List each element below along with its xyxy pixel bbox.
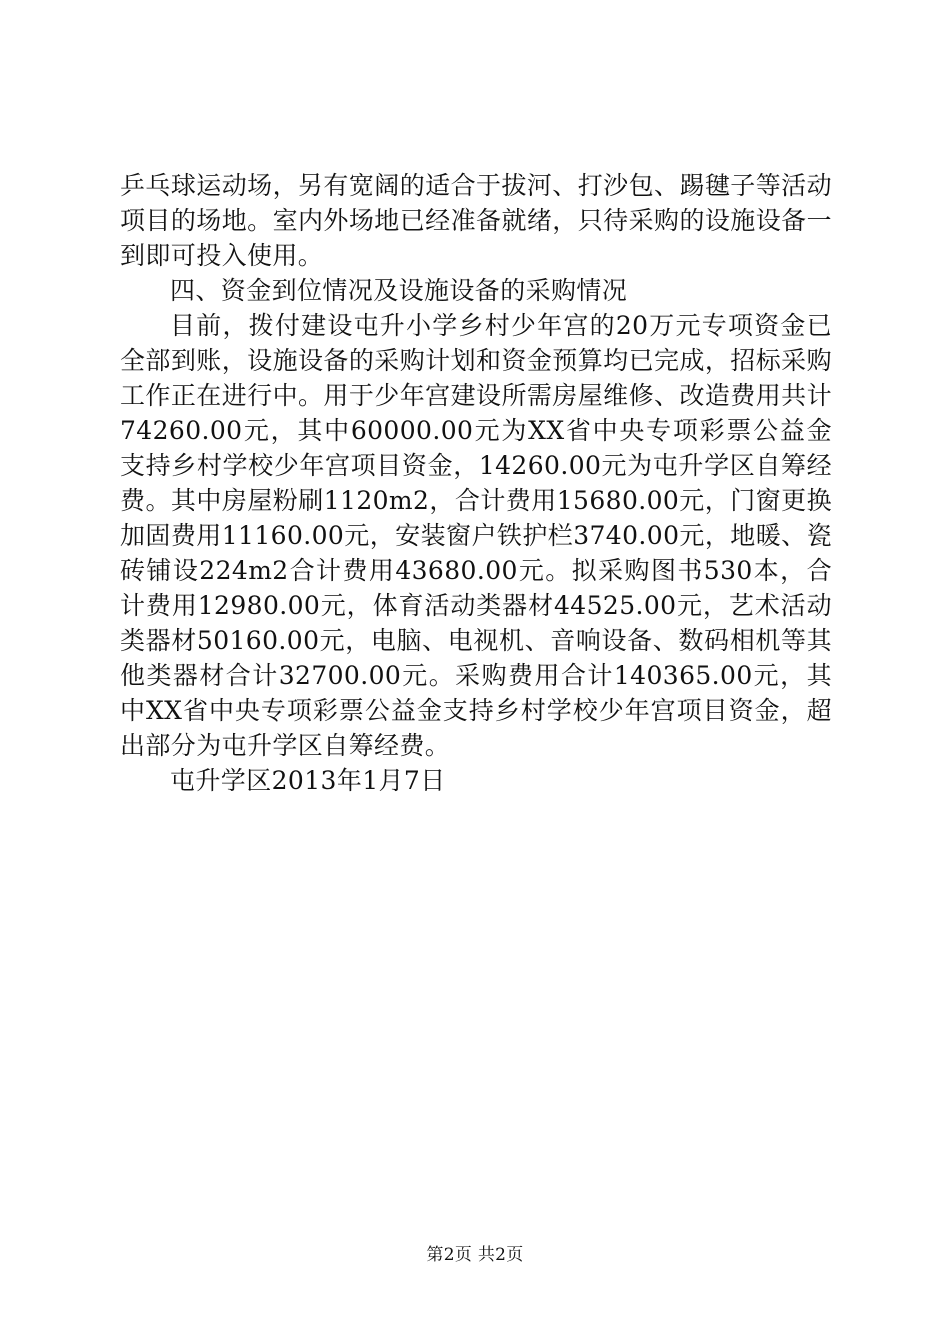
paragraph-continued-facilities: 乒乓球运动场，另有宽阔的适合于拔河、打沙包、踢毽子等活动项目的场地。室内外场地已经准备就绪，只待采购的设施设备一到即可投入使用。 — [120, 171, 832, 270]
page-number-footer: 第2页 共2页 — [426, 1245, 524, 1265]
signature-date-line: 屯升学区2013年1月7日 — [170, 766, 446, 795]
paragraph-funding-details: 目前，拨付建设屯升小学乡村少年宫的20万元专项资金已全部到账，设施设备的采购计划和资金预算均已完成，招标采购工作正在进行中。用于少年宫建设所需房屋维修、改造费用共计74260.00元，其中60000.00元为XX省中央专项彩票公益金支持乡村学校少年宫项目资金，14260.00元为屯升学区自筹经费。其中房屋粉刷1120m2，合计费用15680.00元，门窗更换加固费用11160.00元，安装窗户铁护栏3740.00元，地暖、瓷砖铺设224m2合计费用43680.00元。拟采购图书530本，合计费用12980.00元，体育活动类器材44525.00元，艺术活动类器材50160.00元，电脑、电视机、音响设备、数码相机等其他类器材合计32700.00元。采购费用合计140365.00元，其中XX省中央专项彩票公益金支持乡村学校少年宫项目资金，超出部分为屯升学区自筹经费。 — [120, 311, 832, 760]
section-heading-funding-procurement: 四、资金到位情况及设施设备的采购情况 — [170, 276, 628, 305]
document-body — [120, 168, 832, 798]
